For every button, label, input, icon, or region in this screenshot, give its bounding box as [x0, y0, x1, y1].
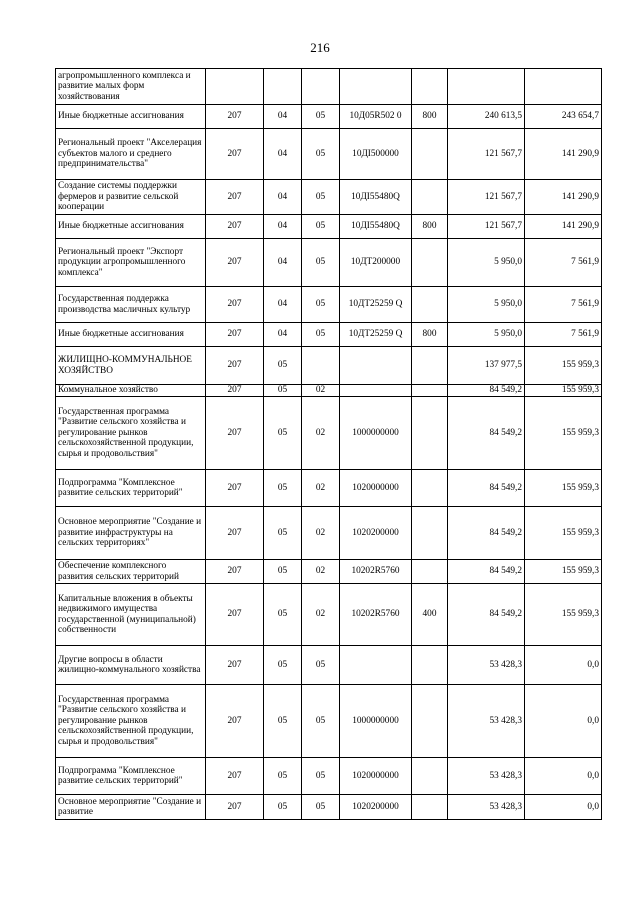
amount-year1-cell: 84 549,2	[448, 397, 525, 470]
amount-year2-cell: 243 654,7	[525, 105, 602, 129]
row-name-cell: Государственная поддержка производства масличных культур	[56, 287, 206, 323]
ministry-code-cell: 207	[206, 758, 264, 795]
amount-year2-cell: 155 959,3	[525, 507, 602, 560]
expense-type-cell	[412, 795, 448, 820]
section-code-cell: 05	[264, 385, 302, 397]
section-code-cell: 05	[264, 758, 302, 795]
row-name-cell: Коммунальное хозяйство	[56, 385, 206, 397]
amount-year1-cell: 53 428,3	[448, 685, 525, 758]
amount-year1-cell: 137 977,5	[448, 347, 525, 385]
subsection-code-cell: 05	[302, 795, 340, 820]
target-article-cell	[340, 646, 412, 685]
amount-year2-cell: 0,0	[525, 685, 602, 758]
section-code-cell: 04	[264, 105, 302, 129]
amount-year2-cell: 155 959,3	[525, 584, 602, 646]
subsection-code-cell: 05	[302, 239, 340, 287]
subsection-code-cell: 05	[302, 287, 340, 323]
expense-type-cell	[412, 507, 448, 560]
table-row	[56, 758, 602, 795]
section-code-cell: 05	[264, 507, 302, 560]
table-row	[56, 685, 602, 758]
target-article-cell: 10ДI55480Q	[340, 180, 412, 215]
section-code-cell: 05	[264, 685, 302, 758]
target-article-cell	[340, 347, 412, 385]
table-row	[56, 470, 602, 507]
expense-type-cell: 800	[412, 215, 448, 239]
expense-type-cell	[412, 180, 448, 215]
amount-year1-cell: 121 567,7	[448, 129, 525, 180]
amount-year2-cell: 7 561,9	[525, 239, 602, 287]
expense-type-cell: 800	[412, 105, 448, 129]
ministry-code-cell: 207	[206, 584, 264, 646]
target-article-cell: 1000000000	[340, 397, 412, 470]
ministry-code-cell: 207	[206, 646, 264, 685]
amount-year1-cell: 84 549,2	[448, 560, 525, 584]
row-name-cell: Государственная программа "Развитие сельского хозяйства и регулирование рынков сельскохозяйственной продукции, сырья и продовольствия"	[56, 397, 206, 470]
target-article-cell: 10ДI55480Q	[340, 215, 412, 239]
target-article-cell: 1000000000	[340, 685, 412, 758]
row-name-cell: Иные бюджетные ассигнования	[56, 215, 206, 239]
ministry-code-cell	[206, 69, 264, 105]
table-row	[56, 323, 602, 347]
table-row	[56, 239, 602, 287]
table-row	[56, 584, 602, 646]
target-article-cell: 1020200000	[340, 507, 412, 560]
expense-type-cell	[412, 758, 448, 795]
budget-table	[55, 68, 602, 820]
table-row	[56, 795, 602, 820]
expense-type-cell: 400	[412, 584, 448, 646]
section-code-cell: 04	[264, 287, 302, 323]
table-row	[56, 646, 602, 685]
target-article-cell: 1020200000	[340, 795, 412, 820]
budget-table-body	[56, 69, 602, 820]
amount-year2-cell	[525, 69, 602, 105]
ministry-code-cell: 207	[206, 795, 264, 820]
expense-type-cell	[412, 685, 448, 758]
amount-year1-cell: 121 567,7	[448, 215, 525, 239]
ministry-code-cell: 207	[206, 685, 264, 758]
expense-type-cell	[412, 69, 448, 105]
amount-year2-cell: 155 959,3	[525, 385, 602, 397]
row-name-cell: Подпрограмма "Комплексное развитие сельских территорий"	[56, 758, 206, 795]
expense-type-cell: 800	[412, 323, 448, 347]
amount-year2-cell: 7 561,9	[525, 287, 602, 323]
target-article-cell: 10Д05R502 0	[340, 105, 412, 129]
amount-year1-cell: 5 950,0	[448, 287, 525, 323]
amount-year2-cell: 0,0	[525, 646, 602, 685]
amount-year2-cell: 141 290,9	[525, 129, 602, 180]
subsection-code-cell: 05	[302, 646, 340, 685]
ministry-code-cell: 207	[206, 323, 264, 347]
expense-type-cell	[412, 239, 448, 287]
ministry-code-cell: 207	[206, 560, 264, 584]
section-code-cell: 05	[264, 397, 302, 470]
ministry-code-cell: 207	[206, 129, 264, 180]
ministry-code-cell: 207	[206, 385, 264, 397]
subsection-code-cell	[302, 69, 340, 105]
subsection-code-cell: 02	[302, 397, 340, 470]
section-code-cell: 05	[264, 347, 302, 385]
section-code-cell: 04	[264, 215, 302, 239]
target-article-cell: 10ДI500000	[340, 129, 412, 180]
row-name-cell: Создание системы поддержки фермеров и развитие сельской кооперации	[56, 180, 206, 215]
row-name-cell: Подпрограмма "Комплексное развитие сельских территорий"	[56, 470, 206, 507]
subsection-code-cell: 05	[302, 180, 340, 215]
amount-year1-cell	[448, 69, 525, 105]
target-article-cell	[340, 385, 412, 397]
amount-year2-cell: 155 959,3	[525, 397, 602, 470]
amount-year2-cell: 141 290,9	[525, 215, 602, 239]
expense-type-cell	[412, 129, 448, 180]
section-code-cell: 04	[264, 180, 302, 215]
table-row	[56, 397, 602, 470]
amount-year1-cell: 53 428,3	[448, 758, 525, 795]
ministry-code-cell: 207	[206, 470, 264, 507]
row-name-cell: Иные бюджетные ассигнования	[56, 105, 206, 129]
ministry-code-cell: 207	[206, 215, 264, 239]
subsection-code-cell: 05	[302, 129, 340, 180]
section-code-cell: 04	[264, 129, 302, 180]
ministry-code-cell: 207	[206, 105, 264, 129]
ministry-code-cell: 207	[206, 347, 264, 385]
amount-year1-cell: 5 950,0	[448, 323, 525, 347]
row-name-cell: Другие вопросы в области жилищно-коммунального хозяйства	[56, 646, 206, 685]
section-code-cell	[264, 69, 302, 105]
expense-type-cell	[412, 560, 448, 584]
table-row	[56, 69, 602, 105]
target-article-cell: 10202R5760	[340, 584, 412, 646]
table-row	[56, 287, 602, 323]
row-name-cell: Основное мероприятие "Создание и развитие инфраструктуры на сельских территориях"	[56, 507, 206, 560]
table-row	[56, 180, 602, 215]
table-row	[56, 215, 602, 239]
row-name-cell: Капитальные вложения в объекты недвижимого имущества государственной (муниципальной) собственности	[56, 584, 206, 646]
ministry-code-cell: 207	[206, 507, 264, 560]
section-code-cell: 04	[264, 239, 302, 287]
target-article-cell: 10ДТ25259 Q	[340, 287, 412, 323]
row-name-cell: Основное мероприятие "Создание и развитие	[56, 795, 206, 820]
row-name-cell: ЖИЛИЩНО-КОММУНАЛЬНОЕ ХОЗЯЙСТВО	[56, 347, 206, 385]
expense-type-cell	[412, 470, 448, 507]
row-name-cell: Обеспечение комплексного развития сельских территорий	[56, 560, 206, 584]
page-number: 216	[310, 40, 330, 55]
row-name-cell: Региональный проект "Экспорт продукции агропромышленного комплекса"	[56, 239, 206, 287]
amount-year2-cell: 0,0	[525, 795, 602, 820]
ministry-code-cell: 207	[206, 239, 264, 287]
table-row	[56, 105, 602, 129]
subsection-code-cell: 02	[302, 584, 340, 646]
subsection-code-cell: 05	[302, 105, 340, 129]
target-article-cell: 10202R5760	[340, 560, 412, 584]
target-article-cell: 1020000000	[340, 470, 412, 507]
target-article-cell: 10ДТ200000	[340, 239, 412, 287]
table-row	[56, 385, 602, 397]
subsection-code-cell: 02	[302, 470, 340, 507]
row-name-cell: Иные бюджетные ассигнования	[56, 323, 206, 347]
row-name-cell: Региональный проект "Акселерация субъектов малого и среднего предпринимательства"	[56, 129, 206, 180]
table-row	[56, 507, 602, 560]
row-name-cell: агропромышленного комплекса и развитие малых форм хозяйствования	[56, 69, 206, 105]
amount-year1-cell: 121 567,7	[448, 180, 525, 215]
expense-type-cell	[412, 397, 448, 470]
amount-year1-cell: 84 549,2	[448, 470, 525, 507]
subsection-code-cell: 05	[302, 685, 340, 758]
amount-year2-cell: 155 959,3	[525, 470, 602, 507]
subsection-code-cell: 05	[302, 215, 340, 239]
row-name-cell: Государственная программа "Развитие сельского хозяйства и регулирование рынков сельскохозяйственной продукции, сырья и продовольствия"	[56, 685, 206, 758]
section-code-cell: 05	[264, 646, 302, 685]
expense-type-cell	[412, 385, 448, 397]
expense-type-cell	[412, 287, 448, 323]
subsection-code-cell	[302, 347, 340, 385]
target-article-cell: 1020000000	[340, 758, 412, 795]
ministry-code-cell: 207	[206, 397, 264, 470]
amount-year1-cell: 5 950,0	[448, 239, 525, 287]
table-row	[56, 560, 602, 584]
amount-year2-cell: 7 561,9	[525, 323, 602, 347]
amount-year2-cell: 141 290,9	[525, 180, 602, 215]
amount-year1-cell: 84 549,2	[448, 385, 525, 397]
section-code-cell: 04	[264, 323, 302, 347]
amount-year2-cell: 155 959,3	[525, 560, 602, 584]
amount-year1-cell: 53 428,3	[448, 795, 525, 820]
ministry-code-cell: 207	[206, 287, 264, 323]
section-code-cell: 05	[264, 795, 302, 820]
amount-year2-cell: 155 959,3	[525, 347, 602, 385]
subsection-code-cell: 05	[302, 758, 340, 795]
ministry-code-cell: 207	[206, 180, 264, 215]
subsection-code-cell: 05	[302, 323, 340, 347]
section-code-cell: 05	[264, 470, 302, 507]
amount-year1-cell: 84 549,2	[448, 584, 525, 646]
amount-year1-cell: 84 549,2	[448, 507, 525, 560]
subsection-code-cell: 02	[302, 385, 340, 397]
amount-year1-cell: 53 428,3	[448, 646, 525, 685]
subsection-code-cell: 02	[302, 507, 340, 560]
amount-year1-cell: 240 613,5	[448, 105, 525, 129]
table-row	[56, 347, 602, 385]
expense-type-cell	[412, 347, 448, 385]
section-code-cell: 05	[264, 584, 302, 646]
table-row	[56, 129, 602, 180]
target-article-cell	[340, 69, 412, 105]
subsection-code-cell: 02	[302, 560, 340, 584]
amount-year2-cell: 0,0	[525, 758, 602, 795]
section-code-cell: 05	[264, 560, 302, 584]
expense-type-cell	[412, 646, 448, 685]
target-article-cell: 10ДТ25259 Q	[340, 323, 412, 347]
